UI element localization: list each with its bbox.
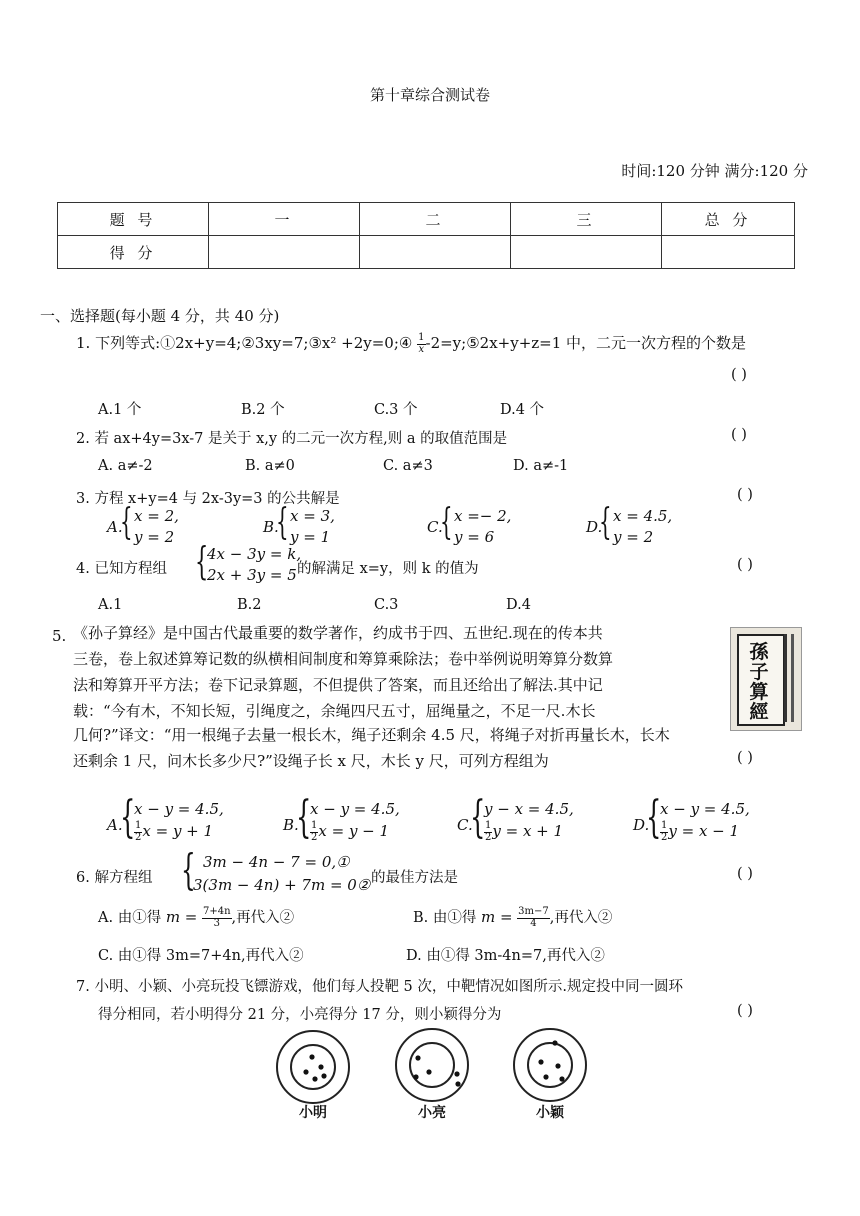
question-7-line1 xyxy=(76,975,683,996)
answer-blank[interactable]: ( ) xyxy=(737,1003,753,1019)
brace-icon: { xyxy=(276,502,289,543)
equation-line: y = 2 xyxy=(134,528,175,546)
table-cell[interactable] xyxy=(360,236,511,269)
answer-blank[interactable]: ( ) xyxy=(737,487,753,503)
dart-hit xyxy=(312,1076,317,1081)
text-line: 三卷，卷上叙述算筹记数的纵横相间制度和筹算乘除法；卷中举例说明筹算分数算 xyxy=(73,650,614,668)
brace-icon: { xyxy=(195,539,209,583)
question-2 xyxy=(76,427,507,448)
equation-line: x − y = 4.5, xyxy=(310,800,400,818)
fraction-numerator: 1 xyxy=(418,332,425,343)
dart-hit xyxy=(321,1073,326,1078)
option-d[interactable]: D.4 xyxy=(506,597,531,613)
brace-icon: { xyxy=(296,792,312,843)
option-text: ,再代入② xyxy=(549,910,613,926)
question-text: 小明、小颖、小亮玩投飞镖游戏，他们每人投靶 5 次，中靶情况如图所示.规定投中同一圆环 xyxy=(94,979,684,995)
text-line: 载：“今有木，不知长短，引绳度之，余绳四尺五寸，屈绳量之，不足一尺.木长 xyxy=(73,702,596,720)
brace-icon: { xyxy=(470,792,486,843)
outer-ring xyxy=(277,1031,349,1103)
question-number: 5. xyxy=(52,627,67,645)
fraction-denominator: 2 xyxy=(311,831,318,843)
option-label: C. xyxy=(427,518,443,536)
option-label: B. xyxy=(263,518,279,536)
question-text: 的最佳方法是 xyxy=(371,870,458,886)
equation-line xyxy=(310,821,389,843)
equation-line xyxy=(134,821,213,843)
dart-hit xyxy=(415,1055,420,1060)
answer-blank[interactable]: ( ) xyxy=(731,367,747,383)
dart-hit xyxy=(455,1081,460,1086)
score-table xyxy=(57,202,795,269)
question-text: 解方程组 xyxy=(94,870,153,886)
dart-hit xyxy=(543,1074,548,1079)
text-line: 《孙子算经》是中国古代最重要的数学著作，约成书于四、五世纪.现在的传本共 xyxy=(73,624,603,642)
fraction-denominator: 2 xyxy=(485,831,492,843)
question-4-text xyxy=(76,557,167,578)
fraction-numerator: 3m−7 xyxy=(518,906,549,917)
brace-icon: { xyxy=(646,792,662,843)
option-label: A. xyxy=(107,816,123,834)
text-line: 法和筹算开平方法；卷下记录算题，不但提供了答案，而且还给出了解法.其中记 xyxy=(73,676,603,694)
dart-hit xyxy=(538,1059,543,1064)
option-label: B. xyxy=(283,816,299,834)
brace-icon: { xyxy=(599,502,612,543)
outer-ring xyxy=(396,1029,468,1101)
option-label: C. xyxy=(457,816,473,834)
book-title: 孫子算經 xyxy=(749,641,769,723)
option-a[interactable]: A. a≠-2 xyxy=(98,458,153,474)
target-xiaoying xyxy=(514,1029,586,1101)
question-number: 3. xyxy=(76,491,90,507)
fraction xyxy=(417,333,425,355)
table-cell: 题 号 xyxy=(58,203,209,236)
dart-hit xyxy=(413,1074,418,1079)
brace-icon: { xyxy=(440,502,453,543)
book-image xyxy=(730,627,802,731)
dart-hit xyxy=(454,1071,459,1076)
option-label: A. xyxy=(107,518,123,536)
option-a[interactable] xyxy=(98,906,294,929)
question-text: 若 ax+4y=3x-7 是关于 x,y 的二元一次方程,则 a 的取值范围是 xyxy=(94,431,508,447)
dart-hit xyxy=(555,1063,560,1068)
dart-hit xyxy=(426,1069,431,1074)
question-text: -2=y;⑤2x+y+z=1 中，二元一次方程的个数是 xyxy=(425,334,747,352)
target-xiaoliang xyxy=(396,1029,468,1101)
option-c[interactable]: C. a≠3 xyxy=(383,458,433,474)
option-b[interactable]: B. a≠0 xyxy=(245,458,295,474)
table-cell: 一 xyxy=(209,203,360,236)
equation-line: 4x − 3y = k, xyxy=(207,545,302,563)
answer-blank[interactable]: ( ) xyxy=(737,557,753,573)
equation-line: y = 1 xyxy=(290,528,331,546)
fraction-numerator: 1 xyxy=(485,820,492,831)
dart-hit xyxy=(309,1054,314,1059)
equation-line: 3m − 4n − 7 = 0,① xyxy=(203,853,350,871)
question-text: 已知方程组 xyxy=(94,561,167,577)
option-d[interactable]: D. a≠-1 xyxy=(513,458,569,474)
brace-icon: { xyxy=(181,845,196,894)
equation-text: x = y − 1 xyxy=(318,822,390,840)
book-spine xyxy=(784,634,787,722)
equation-line xyxy=(660,821,739,843)
dart-hit xyxy=(552,1040,557,1045)
equation-line: x − y = 4.5, xyxy=(660,800,750,818)
option-a[interactable]: A.1 个 xyxy=(98,402,142,418)
option-d[interactable]: D. 由①得 3m-4n=7,再代入② xyxy=(406,948,605,964)
table-cell[interactable] xyxy=(209,236,360,269)
outer-ring xyxy=(514,1029,586,1101)
dart-hit xyxy=(303,1069,308,1074)
option-b[interactable]: B.2 个 xyxy=(241,402,285,418)
table-cell[interactable] xyxy=(511,236,662,269)
question-number: 2. xyxy=(76,431,90,447)
equation-text: m = xyxy=(165,908,198,926)
question-text: 下列等式:①2x+y=4;②3xy=7;③x² +2y=0;④ xyxy=(95,334,413,352)
fraction-numerator: 1 xyxy=(661,820,668,831)
option-a[interactable]: A.1 xyxy=(98,597,123,613)
table-cell: 总 分 xyxy=(662,203,795,236)
fraction xyxy=(517,907,550,929)
brace-icon: { xyxy=(120,502,133,543)
target-label: 小亮 xyxy=(418,1105,446,1121)
brace-icon: { xyxy=(120,792,136,843)
option-b[interactable]: B.2 xyxy=(237,597,262,613)
fraction-denominator: 2 xyxy=(661,831,668,843)
equation-line: y = 2 xyxy=(613,528,654,546)
equation-line: x = 2, xyxy=(134,507,179,525)
table-cell: 三 xyxy=(511,203,662,236)
equation-line: x − y = 4.5, xyxy=(134,800,224,818)
equation-text: m = xyxy=(480,908,513,926)
answer-blank[interactable]: ( ) xyxy=(731,427,747,443)
inner-ring xyxy=(291,1045,335,1089)
question-6-text xyxy=(76,866,152,887)
book-spine xyxy=(791,634,794,722)
answer-blank[interactable]: ( ) xyxy=(737,750,753,766)
equation-text: x = y + 1 xyxy=(142,822,214,840)
fraction-denominator: 2 xyxy=(135,831,142,843)
equation-line: x =− 2, xyxy=(454,507,512,525)
fraction-numerator: 7+4n xyxy=(202,906,231,917)
table-row xyxy=(58,203,795,236)
exam-meta: 时间:120 分钟 满分:120 分 xyxy=(621,162,808,180)
target-label: 小明 xyxy=(299,1105,327,1121)
section-heading: 一、选择题(每小题 4 分，共 40 分) xyxy=(40,307,280,325)
question-text: 方程 x+y=4 与 2x-3y=3 的公共解是 xyxy=(94,491,340,507)
equation-line: y = 6 xyxy=(454,528,495,546)
fraction-numerator: 1 xyxy=(311,820,318,831)
option-c[interactable]: C. 由①得 3m=7+4n,再代入② xyxy=(98,948,304,964)
equation-line: 3(3m − 4n) + 7m = 0② xyxy=(193,876,371,894)
option-text: B. 由①得 xyxy=(413,910,477,926)
option-text: ,再代入② xyxy=(231,910,295,926)
equation-text: y = x + 1 xyxy=(492,822,564,840)
answer-blank[interactable]: ( ) xyxy=(737,866,753,882)
option-c[interactable]: C.3 xyxy=(374,597,399,613)
text-line: 还剩余 1 尺，问木长多少尺?”设绳子长 x 尺，木长 y 尺，可列方程组为 xyxy=(73,752,549,770)
option-label: D. xyxy=(586,518,603,536)
equation-line: x = 4.5, xyxy=(613,507,673,525)
question-number: 6. xyxy=(76,870,90,886)
table-cell[interactable] xyxy=(662,236,795,269)
option-d[interactable]: D.4 个 xyxy=(500,402,545,418)
target-label: 小颖 xyxy=(536,1105,564,1121)
dart-hit xyxy=(559,1076,564,1081)
question-number: 1. xyxy=(76,334,91,352)
fraction-numerator: 1 xyxy=(135,820,142,831)
inner-ring xyxy=(528,1043,572,1087)
option-c[interactable]: C.3 个 xyxy=(374,402,418,418)
equation-line xyxy=(484,821,563,843)
fraction-denominator: x xyxy=(418,343,425,355)
option-label: D. xyxy=(633,816,650,834)
text-line: 几何?”译文：“用一根绳子去量一根长木，绳子还剩余 4.5 尺，将绳子对折再量长木，长木 xyxy=(73,726,670,744)
fraction-denominator: 3 xyxy=(213,917,220,929)
page-title: 第十章综合测试卷 xyxy=(369,86,490,104)
table-row xyxy=(58,236,795,269)
book-cover xyxy=(737,634,785,726)
equation-text: y = x − 1 xyxy=(668,822,740,840)
table-cell: 得 分 xyxy=(58,236,209,269)
question-text: 的解满足 x=y，则 k 的值为 xyxy=(297,561,479,577)
equation-line: 2x + 3y = 5 xyxy=(207,566,297,584)
question-5-text xyxy=(73,620,717,724)
question-1 xyxy=(76,332,746,355)
target-xiaoming xyxy=(277,1031,349,1103)
table-cell: 二 xyxy=(360,203,511,236)
dart-hit xyxy=(318,1064,323,1069)
option-b[interactable] xyxy=(413,906,612,929)
equation-line: y − x = 4.5, xyxy=(484,800,574,818)
question-text: 得分相同，若小明得分 21 分，小亮得分 17 分，则小颖得分为 xyxy=(98,1007,502,1023)
question-number: 4. xyxy=(76,561,90,577)
inner-ring xyxy=(410,1043,454,1087)
equation-line: x = 3, xyxy=(290,507,335,525)
question-3 xyxy=(76,487,340,508)
fraction-denominator: 4 xyxy=(530,917,537,929)
option-text: A. 由①得 xyxy=(98,910,162,926)
question-number: 7. xyxy=(76,979,90,995)
fraction xyxy=(202,907,232,929)
